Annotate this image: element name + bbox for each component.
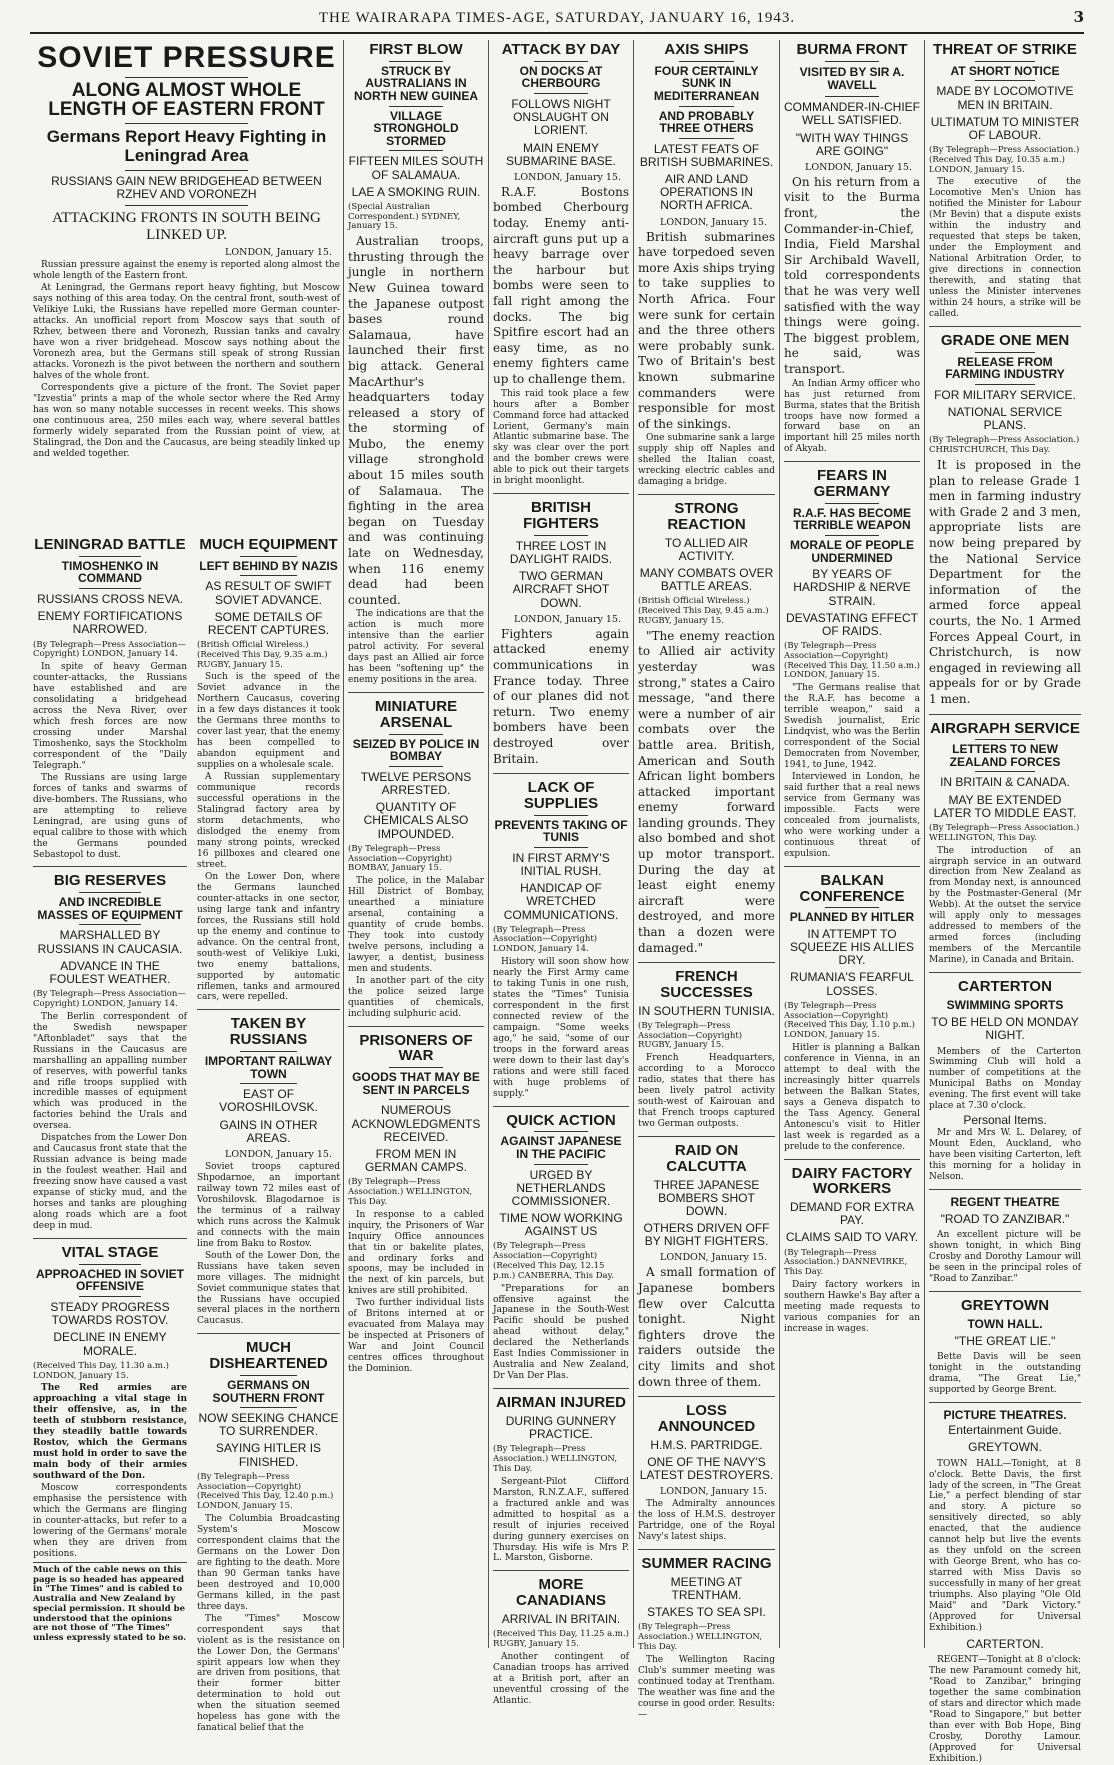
subheadline: STRUCK BY AUSTRALIANS IN NORTH NEW GUINEA bbox=[354, 63, 478, 103]
paragraph: One submarine sank a large supply ship off Naples and shelled the Italian coast, wrecking electric cables and damaging a bridge. bbox=[638, 433, 775, 488]
deck: TIME NOW WORKING AGAINST US bbox=[499, 1211, 623, 1239]
deck: DEVASTATING EFFECT OF RAIDS. bbox=[785, 610, 918, 638]
deck: TWELVE PERSONS ARRESTED. bbox=[360, 769, 472, 798]
byline: (British Official Wireless.) (Received This Day, 9.45 a.m.) RUGBY, January 15. bbox=[638, 596, 769, 626]
byline: (By Telegraph—Press Association.) WELLINGTON, This Day. bbox=[493, 1444, 618, 1474]
byline: (By Telegraph—Press Association—Copyright) (Received This Day, 1.10 p.m.) LONDON, January 15. bbox=[784, 1000, 915, 1041]
deck: SAYING HITLER IS FINISHED. bbox=[215, 1441, 322, 1469]
dateline: LONDON, January 15. bbox=[225, 1148, 332, 1160]
dateline: LONDON, January 15. bbox=[514, 613, 621, 625]
column-7 bbox=[926, 40, 1084, 1764]
deck: IN ATTEMPT TO SQUEEZE HIS ALLIES DRY. bbox=[789, 926, 915, 968]
story-lack-of-supplies bbox=[493, 773, 629, 1100]
story-carterton bbox=[929, 972, 1081, 1183]
headline: QUICK ACTION bbox=[506, 1111, 616, 1129]
headline: BALKAN CONFERENCE bbox=[799, 871, 905, 905]
story-much-equipment bbox=[197, 537, 340, 1003]
deck: CARTERTON. bbox=[966, 1637, 1044, 1652]
masthead-title: THE WAIRARAPA TIMES-AGE, SATURDAY, JANUARY 16, 1943. bbox=[318, 10, 796, 26]
deck: Germans Report Heavy Fighting in Leningrad Area bbox=[46, 127, 327, 166]
story-dairy-factory-workers bbox=[784, 1159, 920, 1335]
paragraph: Mr and Mrs W. L. Delarey, of Mount Eden, Auckland, who have been visiting Carterton, left this morning for a holiday in Nelson. bbox=[929, 1128, 1081, 1183]
headline: AIRGRAPH SERVICE bbox=[930, 719, 1080, 737]
byline: (By Telegraph—Press Association—Copyright) LONDON, January 14. bbox=[33, 989, 186, 1009]
paragraph: The executive of the Locomotive Men's Union has notified the Minister for Labour (Mr Bevin) that a dispute exists within the industry and requested that steps be taken, under the Employment and National Arbitration Order, to give directions in connection therewith, and stating that unless the Minister intervenes within 24 hours, a strike will be called. bbox=[929, 177, 1081, 320]
byline: (By Telegraph—Press Association—Copyright) (Received This Day, 12.15 p.m.) CANBERRA, This Day. bbox=[493, 1241, 614, 1281]
column-rule bbox=[343, 40, 344, 1648]
column-rule bbox=[779, 40, 780, 1648]
paragraph: TOWN HALL—Tonight, at 8 o'clock. Bette Davis, the first lady of the screen, in "The Great Lie," a perfect blending of star and story. A picture so sensitively directed, so ably enacted, that the audience cannot help but live the events as they unfold on the screen with George Brent, who has co-starred with Miss Davis so successfully in many of her great triumphs. Also playing "Ole Old Maid" and "Dark Victory." (Approved for Universal Exhibition.) bbox=[929, 1458, 1081, 1634]
deck: ENEMY FORTIFICATIONS NARROWED. bbox=[37, 609, 183, 637]
deck: OTHERS DRIVEN OFF BY NIGHT FIGHTERS. bbox=[643, 1221, 770, 1249]
subheadline: APPROACHED IN SOVIET OFFENSIVE bbox=[35, 1266, 185, 1294]
paragraph: Russian pressure against the enemy is reported along almost the whole length of the Eastern front. bbox=[33, 260, 340, 282]
headline: LOSS ANNOUNCED bbox=[657, 1402, 756, 1435]
paragraph: A Russian supplementary communique records successful operations in the Stalingrad factory area by storm detachments, who dislodged the enemy from many strong points, wrecked 16 pillboxes and cleared one street. bbox=[197, 772, 340, 870]
dateline: LONDON, January 15. bbox=[660, 1486, 767, 1498]
deck: NATIONAL SERVICE PLANS. bbox=[947, 405, 1063, 433]
deck: FOR MILITARY SERVICE. bbox=[934, 387, 1076, 402]
paragraph: An Indian Army officer who has just returned from Burma, states that the British troops have now formed a forward base on an important hill 25 miles north of Akyab. bbox=[784, 378, 920, 455]
headline: VITAL STAGE bbox=[61, 1244, 159, 1262]
subheadline: LETTERS TO NEW ZEALAND FORCES bbox=[949, 742, 1061, 769]
deck: GREYTOWN. bbox=[968, 1440, 1042, 1455]
paragraph: The "Times" Moscow correspondent says that violent as is the resistance on the Lower Don, the Germans' spirit appears low when they are driven from positions, that their former bitter determination to hold out when the situation seemed hopeless has gone with the fanatical belief that the bbox=[197, 1613, 340, 1734]
dateline: LONDON, January 15. bbox=[805, 161, 912, 173]
story-attack-by-day bbox=[493, 42, 629, 487]
column-5 bbox=[635, 40, 778, 1720]
story-fears-in-germany bbox=[784, 461, 920, 859]
subheadline: R.A.F. HAS BECOME TERRIBLE WEAPON bbox=[792, 505, 911, 533]
paragraph: REGENT—Tonight at 8 o'clock: The new Paramount comedy hit, "Road to Zanzibar," bringing together the same combination of stars and director which made "Road to Singapore," but better than ever with Bob Hope, Bing Crosby, Dorothy Lamour. (Approved for Universal Exhibition.) bbox=[929, 1655, 1081, 1764]
subheadline: FOUR CERTAINLY SUNK IN MEDITERRANEAN bbox=[653, 63, 760, 103]
section-label: Entertainment Guide. bbox=[948, 1423, 1062, 1438]
story-burma-front bbox=[784, 42, 920, 455]
story-regent-theatre bbox=[929, 1189, 1081, 1285]
story-big-reserves bbox=[33, 866, 187, 1232]
headline: CARTERTON bbox=[958, 978, 1052, 996]
paragraph: History will soon show how nearly the First Army came to taking Tunis in one rush, states the "Times" Tunisia correspondent in the first connected review of the campaign. "Some weeks ago," he said, "some of our troops in the forward areas were down to their last day's rations and were still faced with huge problems of supply." bbox=[493, 957, 629, 1099]
byline: (Special Australian Correspondent.) SYDNEY, January 15. bbox=[348, 201, 461, 232]
deck: DECLINE IN ENEMY MORALE. bbox=[53, 1330, 167, 1358]
dateline: LONDON, January 15. bbox=[225, 247, 332, 259]
deck: QUANTITY OF CHEMICALS ALSO IMPOUNDED. bbox=[363, 800, 469, 841]
deck: THREE JAPANESE BOMBERS SHOT DOWN. bbox=[653, 1177, 760, 1218]
byline: (By Telegraph—Press Association—Copyright) (Received This Day, 12.40 p.m.) LONDON, January 15. bbox=[197, 1471, 334, 1512]
paragraph: The Berlin correspondent of the Swedish newspaper "Aftonbladet" says that the Russians in the Caucasus are marshalling an appalling number of reserves, with powerful tanks and rifle troops supplied with incredible masses of equipment which was produced in the factories behind the Urals and oversea. bbox=[33, 1011, 187, 1132]
deck: H.M.S. PARTRIDGE. bbox=[650, 1437, 763, 1452]
column-3 bbox=[345, 40, 487, 1648]
byline: (By Telegraph—Press Association.) CHRISTCHURCH, This Day. bbox=[929, 435, 1080, 456]
paragraph: Another contingent of Canadian troops has arrived at a British port, after an uneventful crossing of the Atlantic. bbox=[493, 1651, 629, 1706]
story-quick-action bbox=[493, 1106, 629, 1383]
subheadline: ON DOCKS AT CHERBOURG bbox=[519, 63, 603, 91]
headline: PICTURE THEATRES. bbox=[943, 1407, 1067, 1422]
paragraph: This raid took place a few hours after a Bomber Command force had attacked Lorient, Germany's main Atlantic submarine base. The sky was clear over the port and the bomber crews were able to pick out their targets in bright moonlight. bbox=[493, 388, 629, 487]
paragraph: Fighters again attacked enemy communications in France today. Three of our planes did not return. Two enemy bombers have been destroyed over Britain. bbox=[493, 626, 629, 766]
subheadline: LEFT BEHIND BY NAZIS bbox=[199, 558, 338, 573]
deck: URGED BY NETHERLANDS COMMISSIONER. bbox=[511, 1167, 611, 1208]
subheadline: RELEASE FROM FARMING INDUSTRY bbox=[945, 354, 1065, 382]
subheadline: ALONG ALMOST WHOLE LENGTH OF EASTERN FRONT bbox=[48, 79, 325, 121]
story-greytown bbox=[929, 1291, 1081, 1396]
subheadline: PLANNED BY HITLER bbox=[789, 910, 915, 925]
paragraph: Soviet troops captured Shpodarnoe, an important railway town 72 miles east of Voroshilovsk. Blagodarnoe is the terminus of a railway which runs across the Kalmuk and connects with the main line from Baku to Rostov. bbox=[197, 1161, 340, 1249]
subheadline: AT SHORT NOTICE bbox=[950, 63, 1060, 78]
column-2 bbox=[194, 535, 343, 1734]
deck: ADVANCE IN THE FOULEST WEATHER. bbox=[49, 958, 171, 986]
headline: AIRMAN INJURED bbox=[495, 1394, 626, 1412]
paragraph: Such is the speed of the Soviet advance in the Northern Caucasus, covering in a few days distances it took the Germans three months to cover last year, that the enemy has been compelled to abandon equipment and supplies on a wholesale scale. bbox=[197, 672, 340, 771]
paragraph: In spite of heavy German counter-attacks, the Russians have established and are consolidating a bridgehead across the Neva River, over which fresh forces are now crossing under Marshal Timoshenko, says the Stockholm correspondent of the "Daily Telegraph." bbox=[33, 662, 187, 771]
story-axis-ships bbox=[638, 42, 775, 488]
byline: (By Telegraph—Press Association.) WELLINGTON, This Day. bbox=[348, 1177, 473, 1207]
byline: (By Telegraph—Press Association—Copyright) RUGBY, January 15. bbox=[638, 1020, 743, 1051]
paragraph: In another part of the city the police seized large quantities of chemicals, including sulphuric acid. bbox=[348, 975, 484, 1019]
story-much-disheartened bbox=[197, 1333, 340, 1734]
deck: TWO GERMAN AIRCRAFT SHOT DOWN. bbox=[512, 569, 610, 610]
deck: TO ALLIED AIR ACTIVITY. bbox=[664, 535, 749, 563]
subheadline: AGAINST JAPANESE IN THE PACIFIC bbox=[500, 1134, 622, 1161]
subheadline: TIMOSHENKO IN COMMAND bbox=[61, 558, 159, 586]
byline: (Received This Day, 11.30 a.m.) LONDON, January 15. bbox=[33, 1360, 169, 1381]
story-miniature-arsenal bbox=[348, 692, 484, 1020]
paragraph: Two further individual lists of Britons interned at or evacuated from Malaya may be inspected at Prisoners of War and Joint Council centres offices throughout the Dominion. bbox=[348, 1298, 484, 1375]
paragraph: The Columbia Broadcasting System's Moscow correspondent claims that the Germans on the Lower Don are fighting to the death. More than 90 German tanks have been destroyed and 10,000 Germans killed, in the past three days. bbox=[197, 1513, 340, 1612]
story-summer-racing bbox=[638, 1549, 775, 1720]
story-soviet-pressure bbox=[33, 42, 340, 460]
headline: BIG RESERVES bbox=[53, 872, 167, 890]
deck: VILLAGE STRONGHOLD STORMED bbox=[373, 108, 459, 148]
paragraph: Members of the Carterton Swimming Club will hold a number of competitions at the Municipal Baths on Monday evening. The first event will take place at 7.30 o'clock. bbox=[929, 1046, 1081, 1112]
paragraph: Hitler is planning a Balkan conference in Vienna, in an attempt to deal with the increasingly bitter quarrels between the Balkan States, says a Geneva dispatch to the Tass Agency. General Antonescu's visit to Hitler last week is regarded as a prelude to the conference. bbox=[784, 1042, 920, 1152]
story-airman-injured bbox=[493, 1388, 629, 1564]
subheadline: GOODS THAT MAY BE SENT IN PARCELS bbox=[352, 1070, 480, 1097]
paragraph: On his return from a visit to the Burma front, the Commander-in-Chief, India, Field Marshal Sir Archibald Wavell, told correspondents that he was very well satisfied with the way things were going. The biggest problem, he said, was transport. bbox=[784, 174, 920, 376]
story-picture-theatres bbox=[929, 1402, 1081, 1765]
subheadline: PREVENTS TAKING OF TUNIS bbox=[494, 817, 628, 845]
deck: NUMEROUS ACKNOWLEDGMENTS RECEIVED. bbox=[351, 1103, 481, 1144]
dateline: LONDON, January 15. bbox=[660, 1252, 767, 1264]
paragraph: Interviewed in London, he said further that a real news service from Germany was impossible. Facts were concealed from journalists, who were working under a continuous threat of expulsion. bbox=[784, 772, 920, 859]
subheadline: TOWN HALL. bbox=[967, 1316, 1043, 1331]
headline: MORE CANADIANS bbox=[516, 1576, 606, 1610]
paragraph: At Leningrad, the Germans report heavy fighting, but Moscow says nothing of this area today. On the central front, south-west of Velikiye Luki, the Russians have repelled more German counter-attacks. An unofficial report from Moscow says that south of Rzhev, between there and Voronezh, Russian tanks and cavalry have won a river bridgehead. Moscow says nothing about the Voronezh area, but the Germans still speak of strong Russian attacks. Voronezh is the pivot between the northern and southern halves of the whole front. bbox=[33, 283, 340, 381]
byline: (By Telegraph—Press Association—Copyright) BOMBAY, January 15. bbox=[348, 843, 453, 874]
subheadline: SWIMMING SPORTS bbox=[946, 997, 1064, 1012]
headline: TAKEN BY RUSSIANS bbox=[229, 1015, 308, 1049]
headline: LACK OF SUPPLIES bbox=[523, 779, 599, 812]
paragraph: South of the Lower Don, the Russians have taken seven more villages. The midnight Soviet communique states that the Russians have occupied several places in the northern Caucasus. bbox=[197, 1250, 340, 1327]
subheadline: AND INCREDIBLE MASSES OF EQUIPMENT bbox=[37, 895, 183, 922]
story-french-successes bbox=[638, 962, 775, 1130]
column-6 bbox=[781, 40, 923, 1648]
column-rule bbox=[488, 40, 489, 1648]
paragraph: Moscow correspondents emphasise the persistence with which the Germans are flinging in counter-attacks, but refer to a lowering of the Germans' morale when they are driven from positions. bbox=[33, 1483, 187, 1559]
paragraph: British submarines have torpedoed seven more Axis ships trying to take supplies to North Africa. Four were sunk for certain and the three others were probably sunk. Two of Britain's best known submarine commanders were responsible for most of the sinkings. bbox=[638, 229, 775, 431]
story-balkan-conference bbox=[784, 866, 920, 1153]
byline: (By Telegraph—Press Association.) WELLINGTON, This Day. bbox=[929, 823, 1080, 843]
deck: IN FIRST ARMY'S INITIAL RUSH. bbox=[512, 850, 610, 878]
paragraph: A small formation of Japanese bombers flew over Calcutta tonight. Night fighters drove the raiders outside the city limits and shot down three of them. bbox=[638, 1265, 775, 1389]
headline: SUMMER RACING bbox=[641, 1555, 772, 1573]
deck: MORALE OF PEOPLE UNDERMINED bbox=[789, 538, 914, 565]
paragraph: The introduction of an airgraph service in an outward direction from New Zealand as from Monday next, is announced by the Postmaster-General (Mr Webb). At the outset the service will apply only to messages addressed to members of the armed forces (including members of the Mercantile Marine), in Canada and Britain. bbox=[929, 845, 1081, 966]
column-rule bbox=[924, 40, 925, 1648]
paragraph: Bette Davis will be seen tonight in the outstanding drama, "The Great Lie," supported by George Brent. bbox=[929, 1351, 1081, 1395]
story-leningrad bbox=[33, 537, 187, 860]
column-rule bbox=[633, 40, 634, 1648]
deck: RUSSIANS CROSS NEVA. bbox=[37, 591, 183, 606]
deck: IN BRITAIN & CANADA. bbox=[940, 775, 1070, 790]
deck: ATTACKING FRONTS IN SOUTH BEING LINKED UP. bbox=[52, 210, 321, 243]
deck: MAIN ENEMY SUBMARINE BASE. bbox=[505, 140, 617, 168]
dateline: LONDON, January 15. bbox=[514, 171, 621, 183]
byline: (By Telegraph—Press Association—Copyright) (Received This Day, 11.50 a.m.) LONDON, January 15. bbox=[784, 641, 920, 681]
headline: MUCH EQUIPMENT bbox=[199, 536, 338, 553]
byline: (Received This Day, 11.25 a.m.) RUGBY, January 15. bbox=[493, 1629, 629, 1649]
deck: RUSSIANS GAIN NEW BRIDGEHEAD BETWEEN RZHEV AND VORONEZH bbox=[51, 173, 322, 201]
deck: FOLLOWS NIGHT ONSLAUGHT ON LORIENT. bbox=[511, 96, 611, 138]
story-airgraph-service bbox=[929, 714, 1081, 967]
paragraph: The police, in the Malabar Hill District of Bombay, unearthed a miniature arsenal, containing a quantity of crude bombs. They took into custody twelve persons, including a lawyer, a dentist, business men and students. bbox=[348, 876, 484, 974]
story-grade-one-men bbox=[929, 326, 1081, 708]
deck: LAE A SMOKING RUIN. bbox=[351, 184, 481, 199]
deck: THREE LOST IN DAYLIGHT RAIDS. bbox=[509, 538, 613, 566]
column-1 bbox=[30, 535, 190, 1648]
byline: (British Official Wireless.) (Received This Day, 9.35 a.m.) RUGBY, January 15. bbox=[197, 640, 328, 670]
subheadline: SEIZED BY POLICE IN BOMBAY bbox=[352, 736, 480, 764]
paragraph: The Wellington Racing Club's summer meeting was continued today at Trentham. The weather was fine and the course in good order. Results:— bbox=[638, 1654, 775, 1720]
paragraph: Dispatches from the Lower Don and Caucasus front state that the Russian advance is being made in the foulest weather. Hail and freezing snow have caused a vast expanse of sticky mud, and the horses and tanks are ploughing along roads which are a foot deep in mud. bbox=[33, 1133, 187, 1232]
headline: BRITISH FIGHTERS bbox=[523, 499, 599, 533]
story-threat-of-strike bbox=[929, 42, 1081, 320]
paragraph: An excellent picture will be shown tonight, in which Bing Crosby and Dorothy Lamour will be seen in the principal roles of "Road to Zanzibar." bbox=[929, 1229, 1081, 1284]
deck: AND PROBABLY THREE OTHERS bbox=[658, 108, 755, 136]
headline: AXIS SHIPS bbox=[664, 41, 749, 58]
headline: LENINGRAD BATTLE bbox=[34, 536, 186, 553]
dateline: LONDON, January 15. bbox=[660, 216, 767, 228]
paragraph: Dairy factory workers in southern Hawke's Bay after a meeting made requests to various companies for an increase in wages. bbox=[784, 1279, 920, 1334]
headline: STRONG REACTION bbox=[667, 500, 746, 533]
deck: EAST OF VOROSHILOVSK. bbox=[219, 1087, 318, 1115]
deck: CLAIMS SAID TO VARY. bbox=[785, 1230, 919, 1245]
paragraph: "The enemy reaction to Allied air activity yesterday was strong," states a Cairo message, "and there were a number of air combats over the battle area. British, American and South African light bombers attacked important enemy forward landing grounds. They also bombed and shot up motor transport. During the day at least eight enemy aircraft were destroyed, and more than a dozen were damaged." bbox=[638, 628, 775, 955]
paragraph: R.A.F. Bostons bombed Cherbourg today. Enemy anti-aircraft guns put up a heavy barrage over the harbour but bombs were seen to fall right among the docks. The big Spitfire escort had an easy time, as no enemy fighters came up to challenge them. bbox=[493, 184, 629, 386]
deck: DEMAND FOR EXTRA PAY. bbox=[789, 1200, 914, 1228]
deck: DURING GUNNERY PRACTICE. bbox=[505, 1414, 617, 1442]
deck: AS RESULT OF SWIFT SOVIET ADVANCE. bbox=[205, 579, 332, 607]
section-label: Personal Items. bbox=[963, 1113, 1047, 1128]
story-vital-stage bbox=[33, 1238, 187, 1644]
headline: FEARS IN GERMANY bbox=[813, 467, 891, 501]
story-raid-on-calcutta bbox=[638, 1136, 775, 1390]
byline: (By Telegraph—Press Association.) (Received This Day, 10.35 a.m.) LONDON, January 15. bbox=[929, 145, 1080, 175]
headline: THREAT OF STRIKE bbox=[933, 41, 1077, 58]
story-taken-by-russians bbox=[197, 1009, 340, 1327]
paragraph: "Preparations for an offensive against the Japanese in the South-West Pacific should be pushed ahead without delay," declared the Netherlands East Indies Commissioner in Australia and New Zealand, Dr Van Der Plas. bbox=[493, 1283, 629, 1382]
deck: GAINS IN OTHER AREAS. bbox=[219, 1117, 318, 1145]
deck: LATEST FEATS OF BRITISH SUBMARINES. bbox=[639, 141, 774, 169]
deck: MADE BY LOCOMOTIVE MEN IN BRITAIN. bbox=[936, 84, 1074, 112]
story-british-fighters bbox=[493, 493, 629, 767]
paragraph: French Headquarters, according to a Morocco radio, states that there has been lively patrol activity south-west of Kairouan and that French troops captured two German outposts. bbox=[638, 1053, 775, 1130]
deck: STEADY PROGRESS TOWARDS ROSTOV. bbox=[50, 1300, 170, 1328]
headline: GRADE ONE MEN bbox=[940, 331, 1070, 349]
headline: BURMA FRONT bbox=[796, 41, 908, 58]
deck: "THE GREAT LIE." bbox=[954, 1333, 1056, 1348]
byline: (By Telegraph—Press Association—Copyright) LONDON, January 14. bbox=[493, 924, 598, 955]
copyright-note: Much of the cable news on this page is so headed has appeared in "The Times" and is cabled to Australia and New Zealand by special permission. It should be understood that the opinions are not those of "The Times" unless expressly stated to be so. bbox=[33, 1562, 187, 1644]
subheadline: IMPORTANT RAILWAY TOWN bbox=[204, 1053, 333, 1081]
subheadline: VISITED BY SIR A. WAVELL bbox=[799, 64, 905, 92]
paragraph: It is proposed in the plan to release Grade 1 men in farming industry with Grade 2 and 3 men, appropriate lists are now being prepared by the National Service Department for the information of the armed force appeal courts, the No. 1 Armed Forces Appeal Court, in Christchurch, is now engaged in reviewing all appeals for or by Grade 1 men. bbox=[929, 458, 1081, 706]
headline: REGENT THEATRE bbox=[950, 1195, 1060, 1210]
deck: FIFTEEN MILES SOUTH OF SALAMAUA. bbox=[348, 154, 484, 182]
deck: ULTIMATUM TO MINISTER OF LABOUR. bbox=[930, 114, 1080, 142]
paragraph: On the Lower Don, where the Germans launched counter-attacks in one sector, using large tank and infantry forces, the Russians still hold up the enemy and continue to advance. On the central front, south-west of Velikiye Luki, two enemy battalions, supported by automatic riflemen, tanks and armoured cars, were repelled. bbox=[197, 871, 340, 1003]
page-number: 3 bbox=[1073, 8, 1084, 26]
headline: GREYTOWN bbox=[960, 1296, 1050, 1314]
deck: ONE OF THE NAVY'S LATEST DESTROYERS. bbox=[639, 1454, 774, 1483]
paragraph: The Russians are using large forces of tanks and swarms of dive-bombers. The Russians, who are attempting to relieve Leningrad, are using guns of equal calibre to those with which the Germans pounded Sebastopol to dust. bbox=[33, 772, 187, 860]
deck: MAY BE EXTENDED LATER TO MIDDLE EAST. bbox=[933, 792, 1077, 820]
paragraph: The Admiralty announces the loss of H.M.S. destroyer Partridge, one of the Royal Navy's latest ships. bbox=[638, 1499, 775, 1543]
deck: MANY COMBATS OVER BATTLE AREAS. bbox=[639, 566, 774, 594]
deck: RUMANIA'S FEARFUL LOSSES. bbox=[790, 970, 914, 998]
deck: BY YEARS OF HARDSHIP & NERVE STRAIN. bbox=[793, 567, 911, 608]
paragraph: "The Germans realise that the R.A.F. has become a terrible weapon," said a Swedish journalist, Eric Lindqvist, who was the Berlin correspondent of the Social Democraten from November, 1941, to June, 1942. bbox=[784, 683, 920, 771]
headline: ATTACK BY DAY bbox=[501, 41, 621, 58]
story-first-blow bbox=[348, 42, 484, 686]
story-prisoners-of-war bbox=[348, 1026, 484, 1375]
headline: MUCH DISHEARTENED bbox=[209, 1339, 328, 1373]
deck: ARRIVAL IN BRITAIN. bbox=[501, 1611, 621, 1626]
deck: MARSHALLED BY RUSSIANS IN CAUCASIA. bbox=[37, 928, 183, 956]
deck: "WITH WAY THINGS ARE GOING" bbox=[795, 130, 909, 158]
subheadline: GERMANS ON SOUTHERN FRONT bbox=[212, 1377, 325, 1405]
paragraph: The indications are that the action is much more intensive than the earlier patrol activity. For several days past an Allied air force has been "softening up" the enemy positions in the area. bbox=[348, 609, 484, 686]
deck: AIR AND LAND OPERATIONS IN NORTH AFRICA. bbox=[659, 172, 754, 213]
headline: MINIATURE ARSENAL bbox=[374, 698, 458, 731]
paragraph: In response to a cabled inquiry, the Prisoners of War Inquiry Office announces that tin or bakelite plates, and ordinary forks and spoons, may be included in the next of kin parcels, but knives are still prohibited. bbox=[348, 1209, 484, 1297]
deck: SOME DETAILS OF RECENT CAPTURES. bbox=[207, 609, 330, 637]
headline: PRISONERS OF WAR bbox=[359, 1031, 473, 1065]
paragraph: Australian troops, thrusting through the jungle in northern New Guinea toward the Japanese outpost bases round Salamaua, have launched their first big attack. General MacArthur's headquarters today released a story of the storming of Mubo, the enemy village stronghold about 15 miles south of Salamaua. The fighting in the area began on Tuesday and was continuing late on Wednesday, when 116 enemy dead had been counted. bbox=[348, 234, 484, 607]
paragraph: The Red armies are approaching a vital stage in their offensive, as, in the teeth of stubborn resistance, they steadily battle towards Rostov, which the Germans must hold in order to save the main body of their armies southward of the Don. bbox=[33, 1383, 187, 1482]
story-strong-reaction bbox=[638, 494, 775, 956]
byline: (By Telegraph—Press Association—Copyright) LONDON, January 14. bbox=[33, 639, 186, 660]
deck: MEETING AT TRENTHAM. bbox=[670, 1574, 743, 1603]
paragraph: Sergeant-Pilot Clifford Marston, R.N.Z.A.F., suffered a fractured ankle and was admitted to hospital as a result of injuries received during gunnery exercises on Thursday. His wife is Mrs P. L. Marston, Gisborne. bbox=[493, 1476, 629, 1564]
deck: FROM MEN IN GERMAN CAMPS. bbox=[364, 1146, 467, 1175]
deck: NOW SEEKING CHANCE TO SURRENDER. bbox=[198, 1411, 339, 1439]
deck: HANDICAP OF WRETCHED COMMUNICATIONS. bbox=[503, 881, 619, 922]
headline: DAIRY FACTORY WORKERS bbox=[791, 1164, 913, 1198]
deck: COMMANDER-IN-CHIEF WELL SATISFIED. bbox=[784, 100, 920, 128]
headline: FIRST BLOW bbox=[369, 41, 463, 58]
headline: FRENCH SUCCESSES bbox=[660, 968, 753, 1001]
paragraph: Correspondents give a picture of the front. The Soviet paper "Izvestia" prints a map of the whole sector where the Red Army has won so many notable successes in recent weeks. This shows one continuous area, 250 miles each way, where several battles formerly widely separated from the Russian point of view, at Stalingrad, the Don and the Caucasus, are being steadily linked up and welded together. bbox=[33, 382, 340, 459]
column-4 bbox=[490, 40, 632, 1706]
story-more-canadians bbox=[493, 1570, 629, 1706]
headline: RAID ON CALCUTTA bbox=[666, 1142, 747, 1175]
byline: (By Telegraph—Press Association.) WELLINGTON, This Day. bbox=[638, 1622, 763, 1652]
deck: STAKES TO SEA SPI. bbox=[647, 1605, 766, 1620]
story-loss-announced bbox=[638, 1396, 775, 1543]
masthead bbox=[30, 8, 1084, 34]
deck: TO BE HELD ON MONDAY NIGHT. bbox=[931, 1015, 1079, 1043]
headline: SOVIET PRESSURE bbox=[37, 41, 336, 74]
deck: IN SOUTHERN TUNISIA. bbox=[638, 1003, 775, 1018]
deck: "ROAD TO ZANZIBAR." bbox=[940, 1211, 1070, 1226]
byline: (By Telegraph—Press Association.) DANNEVIRKE, This Day. bbox=[784, 1247, 908, 1278]
